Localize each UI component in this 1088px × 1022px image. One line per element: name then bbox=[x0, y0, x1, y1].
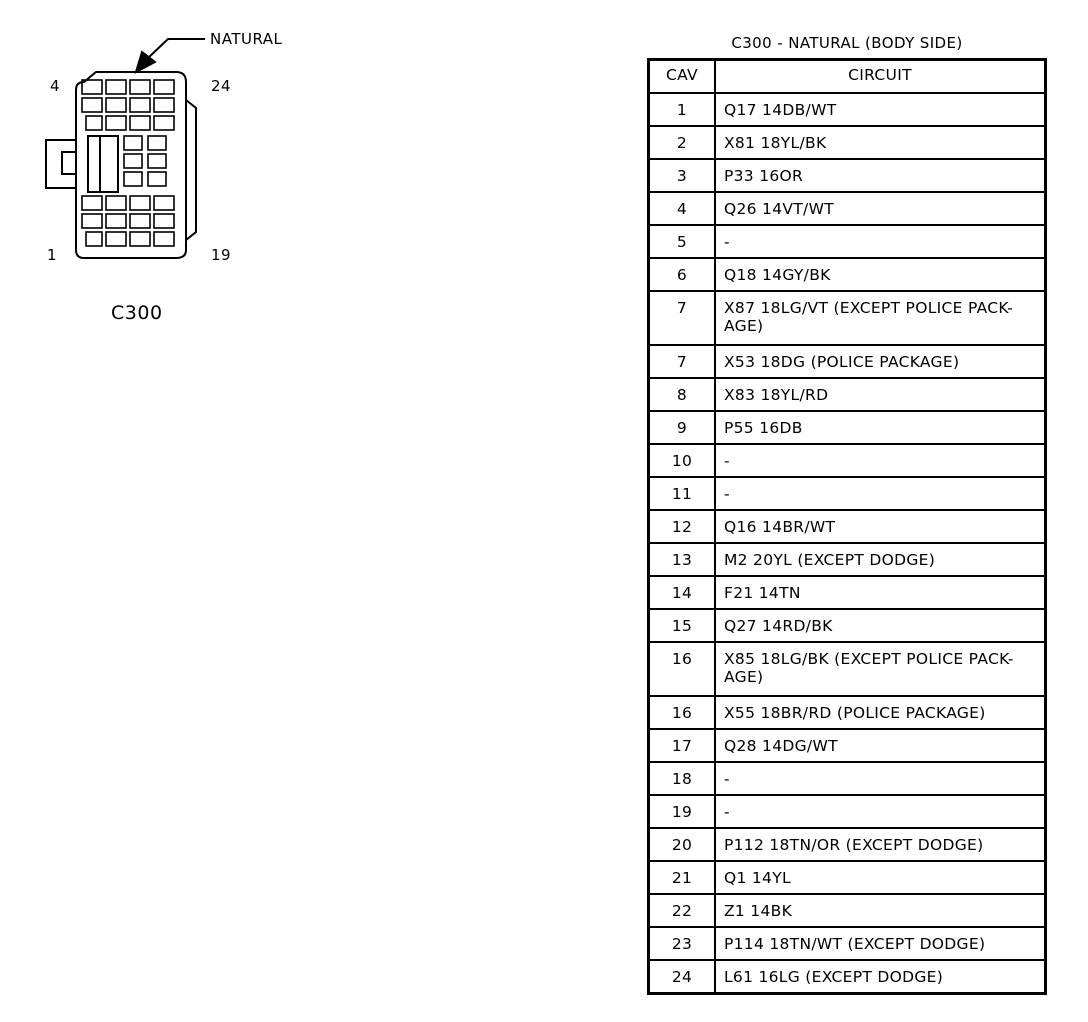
table-row bbox=[649, 762, 1046, 795]
table-title: C300 - NATURAL (BODY SIDE) bbox=[731, 34, 963, 52]
terminal-cavities bbox=[82, 80, 174, 246]
circuit-value: X53 18DG (POLICE PACKAGE) bbox=[715, 345, 1046, 378]
cavity-number: 18 bbox=[649, 762, 716, 795]
cavity-number: 14 bbox=[649, 576, 716, 609]
table-row bbox=[649, 159, 1046, 192]
cavity-number: 6 bbox=[649, 258, 716, 291]
cavity-number: 24 bbox=[649, 960, 716, 994]
connector-name: C300 bbox=[111, 302, 163, 324]
cavity-number: 5 bbox=[649, 225, 716, 258]
cavity-number: 3 bbox=[649, 159, 716, 192]
cavity-number: 13 bbox=[649, 543, 716, 576]
pin-label-bottom-left: 1 bbox=[47, 246, 58, 264]
table-row bbox=[649, 477, 1046, 510]
connector-side-rail bbox=[186, 100, 196, 240]
circuit-value: X85 18LG/BK (EXCEPT POLICE PACK-AGE) bbox=[715, 642, 1046, 696]
pin-label-top-right: 24 bbox=[211, 77, 232, 95]
cavity-number: 1 bbox=[649, 93, 716, 126]
table-row bbox=[649, 411, 1046, 444]
table-row bbox=[649, 927, 1046, 960]
circuit-value: P114 18TN/WT (EXCEPT DODGE) bbox=[715, 927, 1046, 960]
table-row bbox=[649, 192, 1046, 225]
circuit-value: Q27 14RD/BK bbox=[715, 609, 1046, 642]
circuit-value: Q28 14DG/WT bbox=[715, 729, 1046, 762]
pinout-table bbox=[647, 58, 1047, 995]
table-row bbox=[649, 510, 1046, 543]
table-row bbox=[649, 345, 1046, 378]
cavity-number: 4 bbox=[649, 192, 716, 225]
cavity-number: 17 bbox=[649, 729, 716, 762]
header-circuit: CIRCUIT bbox=[715, 60, 1046, 94]
connector-face-drawing bbox=[0, 0, 400, 360]
cavity-number: 10 bbox=[649, 444, 716, 477]
circuit-value: M2 20YL (EXCEPT DODGE) bbox=[715, 543, 1046, 576]
table-row bbox=[649, 378, 1046, 411]
header-cav: CAV bbox=[649, 60, 716, 94]
circuit-value: X83 18YL/RD bbox=[715, 378, 1046, 411]
circuit-value: - bbox=[715, 762, 1046, 795]
circuit-value: L61 16LG (EXCEPT DODGE) bbox=[715, 960, 1046, 994]
callout-label: NATURAL bbox=[210, 30, 283, 48]
circuit-value: X81 18YL/BK bbox=[715, 126, 1046, 159]
cavity-number: 20 bbox=[649, 828, 716, 861]
cavity-number: 7 bbox=[649, 291, 716, 345]
table-row bbox=[649, 729, 1046, 762]
table-row bbox=[649, 960, 1046, 994]
circuit-value: X87 18LG/VT (EXCEPT POLICE PACK-AGE) bbox=[715, 291, 1046, 345]
table-header-row bbox=[649, 60, 1046, 94]
table-row bbox=[649, 861, 1046, 894]
cavity-number: 19 bbox=[649, 795, 716, 828]
circuit-value: P33 16OR bbox=[715, 159, 1046, 192]
table-row bbox=[649, 609, 1046, 642]
cavity-number: 16 bbox=[649, 696, 716, 729]
table-row bbox=[649, 894, 1046, 927]
cavity-number: 7 bbox=[649, 345, 716, 378]
table-row bbox=[649, 642, 1046, 696]
table-row bbox=[649, 291, 1046, 345]
cavity-number: 12 bbox=[649, 510, 716, 543]
cavity-number: 15 bbox=[649, 609, 716, 642]
circuit-value: Q1 14YL bbox=[715, 861, 1046, 894]
callout-leader-line bbox=[148, 39, 205, 58]
pin-label-bottom-right: 19 bbox=[211, 246, 232, 264]
circuit-value: P112 18TN/OR (EXCEPT DODGE) bbox=[715, 828, 1046, 861]
circuit-value: P55 16DB bbox=[715, 411, 1046, 444]
cavity-number: 23 bbox=[649, 927, 716, 960]
table-row bbox=[649, 828, 1046, 861]
circuit-value: Q17 14DB/WT bbox=[715, 93, 1046, 126]
circuit-value: Z1 14BK bbox=[715, 894, 1046, 927]
table-row bbox=[649, 543, 1046, 576]
circuit-value: - bbox=[715, 444, 1046, 477]
table-row bbox=[649, 126, 1046, 159]
cavity-number: 22 bbox=[649, 894, 716, 927]
table-row bbox=[649, 225, 1046, 258]
circuit-value: X55 18BR/RD (POLICE PACKAGE) bbox=[715, 696, 1046, 729]
cavity-number: 11 bbox=[649, 477, 716, 510]
circuit-value: F21 14TN bbox=[715, 576, 1046, 609]
connector-diagram bbox=[0, 0, 400, 360]
connector-housing bbox=[76, 72, 186, 258]
circuit-value: - bbox=[715, 225, 1046, 258]
circuit-value: - bbox=[715, 795, 1046, 828]
circuit-value: Q18 14GY/BK bbox=[715, 258, 1046, 291]
circuit-value: - bbox=[715, 477, 1046, 510]
circuit-value: Q26 14VT/WT bbox=[715, 192, 1046, 225]
cavity-number: 2 bbox=[649, 126, 716, 159]
table-row bbox=[649, 576, 1046, 609]
cavity-number: 21 bbox=[649, 861, 716, 894]
table-row bbox=[649, 795, 1046, 828]
circuit-value: Q16 14BR/WT bbox=[715, 510, 1046, 543]
cavity-number: 16 bbox=[649, 642, 716, 696]
cavity-number: 8 bbox=[649, 378, 716, 411]
pinout-table-section bbox=[647, 30, 1047, 995]
table-row bbox=[649, 444, 1046, 477]
pin-label-top-left: 4 bbox=[50, 77, 61, 95]
table-row bbox=[649, 93, 1046, 126]
table-row bbox=[649, 258, 1046, 291]
table-row bbox=[649, 696, 1046, 729]
cavity-number: 9 bbox=[649, 411, 716, 444]
